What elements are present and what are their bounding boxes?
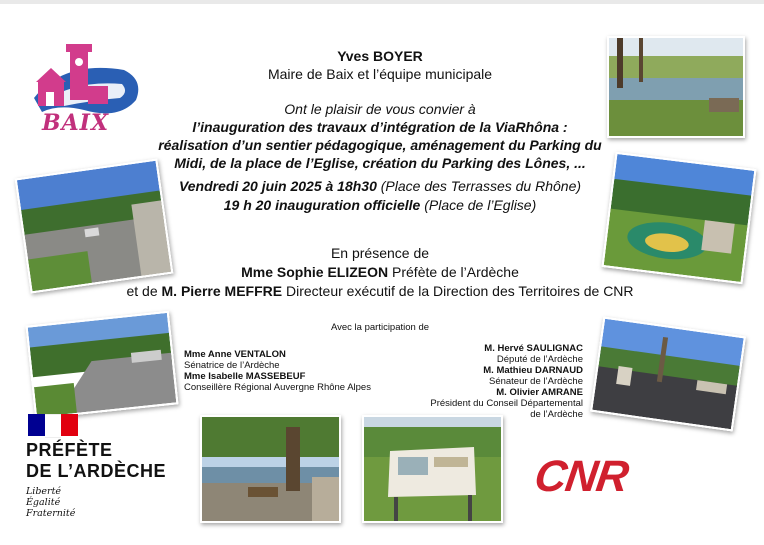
top-border	[0, 0, 764, 4]
participant-name: Mme Anne VENTALON	[184, 349, 286, 360]
republic-motto	[26, 486, 75, 519]
event-title-line-3: Midi, de la place de l’Eglise, création du Parking des Lônes, ...	[174, 155, 586, 171]
participation-right	[380, 343, 583, 420]
invite-intro: Ont le plaisir de vous convier à	[284, 101, 476, 117]
participant-role-continued: de l’Ardèche	[530, 409, 583, 420]
baix-logo	[24, 40, 146, 138]
event-date-time: Vendredi 20 juin 2025 à 18h30	[178, 178, 377, 194]
photo-plaza-right	[590, 316, 746, 431]
photo-playground-right	[601, 152, 756, 284]
official-place: (Place de l’Eglise)	[424, 197, 537, 213]
participant-name: Mme Isabelle MASSEBEUF	[184, 371, 306, 382]
photo-road-left	[25, 311, 178, 420]
schedule-line-1	[150, 178, 610, 194]
participant-name: M. Mathieu DARNAUD	[483, 365, 583, 376]
organizer-name: Yves BOYER	[337, 48, 423, 64]
schedule-line-2	[150, 197, 610, 213]
guest-1-name: Mme Sophie ELIZEON	[241, 264, 389, 280]
prefecture-logo	[24, 412, 184, 532]
motto-fraternite: Fraternité	[26, 508, 76, 519]
motto-liberte: Liberté	[26, 486, 62, 497]
photo-parking-left	[15, 159, 174, 294]
participant-role: Conseillère Régional Auvergne Rhône Alpes	[184, 382, 371, 393]
participant-name: M. Olivier AMRANE	[496, 387, 583, 398]
prefecture-name-line-2: DE L’ARDÈCHE	[26, 461, 167, 481]
presence-intro: En présence de	[330, 245, 430, 261]
guest-2-prefix: et de	[126, 283, 158, 299]
photo-tree-bench	[200, 415, 341, 523]
guest-1-role: Préfète de l’Ardèche	[392, 264, 519, 280]
participation-intro: Avec la participation de	[330, 322, 430, 333]
official-time: 19 h 20 inauguration officielle	[223, 197, 421, 213]
event-title-line-2: réalisation d’un sentier pédagogique, aménagement du Parking du	[158, 137, 602, 153]
baix-logo-text: BAIX	[42, 110, 110, 136]
participant-role: Président du Conseil Départemental	[430, 398, 583, 409]
guest-2-name: M. Pierre MEFFRE	[161, 283, 283, 299]
presence-guest-1	[150, 264, 610, 280]
cnr-logo: CNR	[531, 452, 631, 501]
participant-role: Sénatrice de l’Ardèche	[184, 360, 280, 371]
marianne-flag-icon	[28, 414, 78, 436]
photo-info-panel	[362, 415, 503, 523]
presence-guest-2	[100, 283, 660, 299]
motto-egalite: Égalité	[26, 497, 61, 508]
organizer-role: Maire de Baix et l’équipe municipale	[267, 66, 493, 82]
participant-role: Sénateur de l’Ardèche	[488, 376, 583, 387]
participant-role: Député de l’Ardèche	[496, 354, 583, 365]
event-date-place: (Place des Terrasses du Rhône)	[380, 178, 582, 194]
event-title-line-1: l’inauguration des travaux d’intégration de la ViaRhôna :	[192, 119, 568, 135]
participant-name: M. Hervé SAULIGNAC	[484, 343, 583, 354]
photo-river-top-right	[607, 36, 745, 138]
prefecture-name-line-1: PRÉFÈTE	[26, 440, 113, 460]
guest-2-role: Directeur exécutif de la Direction des Territoires de CNR	[285, 283, 634, 299]
